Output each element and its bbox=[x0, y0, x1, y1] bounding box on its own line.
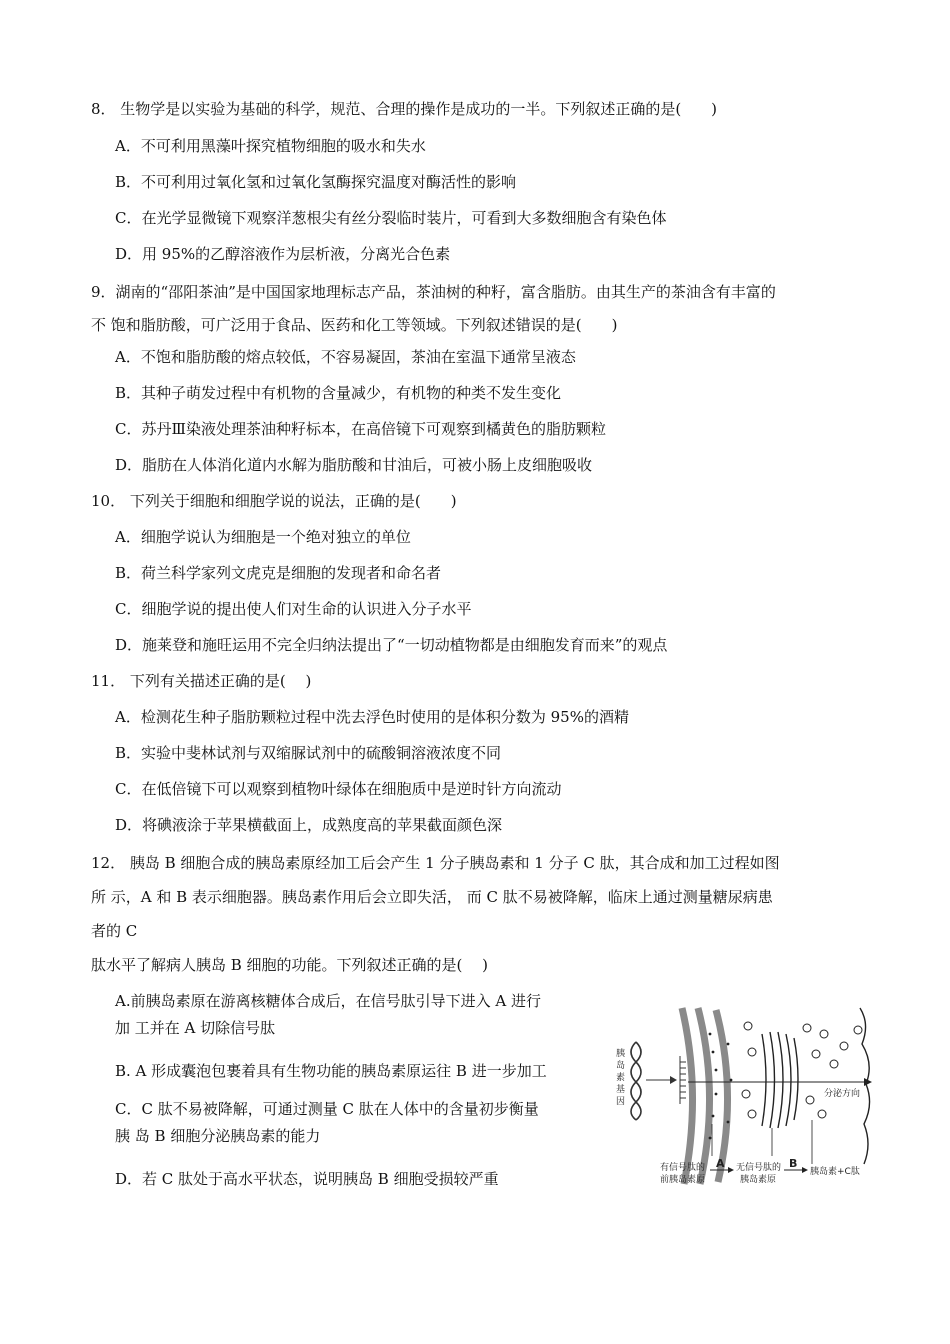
mrna-icon bbox=[680, 1056, 686, 1104]
q12-option-a-line1: A.前胰岛素原在游离核糖体合成后，在信号肽引导下进入 A 进行 bbox=[115, 992, 541, 1010]
q8-option-c: C．在光学显微镜下观察洋葱根尖有丝分裂临时装片，可看到大多数细胞含有染色体 bbox=[115, 209, 667, 227]
q12-stem-line3: 者的 C bbox=[91, 922, 138, 940]
q11-option-c: C．在低倍镜下可以观察到植物叶绿体在细胞质中是逆时针方向流动 bbox=[115, 780, 562, 798]
q10-option-d: D．施莱登和施旺运用不完全归纳法提出了“一切动植物都是由细胞发育而来”的观点 bbox=[115, 636, 668, 654]
golgi-apparatus-shape bbox=[762, 1032, 798, 1128]
q8-stem: 8． 生物学是以实验为基础的科学，规范、合理的操作是成功的一半。下列叙述正确的是( ) bbox=[91, 100, 718, 118]
organelle-a-label: A bbox=[716, 1157, 725, 1170]
q11-option-b: B．实验中斐林试剂与双缩脲试剂中的硫酸铜溶液浓度不同 bbox=[115, 744, 502, 762]
q12-option-c-line2: 胰 岛 B 细胞分泌胰岛素的能力 bbox=[115, 1127, 321, 1145]
q12-stem-line4: 肽水平了解病人胰岛 B 细胞的功能。下列叙述正确的是( ) bbox=[91, 956, 489, 974]
q11-stem: 11． 下列有关描述正确的是( ) bbox=[91, 672, 312, 690]
q10-option-a: A．细胞学说认为细胞是一个绝对独立的单位 bbox=[115, 528, 411, 546]
q10-option-b: B．荷兰科学家列文虎克是细胞的发现者和命名者 bbox=[115, 564, 442, 582]
organelle-b-label: B bbox=[789, 1157, 798, 1170]
gene-char-3: 素 bbox=[616, 1073, 626, 1083]
q12-option-d: D．若 C 肽处于高水平状态，说明胰岛 B 细胞受损较严重 bbox=[115, 1170, 499, 1188]
gene-char-1: 胰 bbox=[616, 1049, 626, 1059]
q11-option-a: A．检测花生种子脂肪颗粒过程中洗去浮色时使用的是体积分数为 95%的酒精 bbox=[115, 708, 629, 726]
arrowhead-a bbox=[728, 1167, 734, 1173]
q9-option-a: A．不饱和脂肪酸的熔点较低，不容易凝固，茶油在室温下通常呈液态 bbox=[115, 348, 576, 366]
stage2-label-1: 无信号肽的 bbox=[736, 1163, 782, 1173]
q12-option-a-line2: 加 工并在 A 切除信号肽 bbox=[115, 1019, 276, 1037]
q9-stem-line2: 不 饱和脂肪酸，可广泛用于食品、医药和化工等领域。下列叙述错误的是( ) bbox=[91, 316, 618, 334]
stage1-label-1: 有信号肽的 bbox=[660, 1163, 706, 1173]
q12-option-c-line1: C．C 肽不易被降解，可通过测量 C 肽在人体中的含量初步衡量 bbox=[115, 1100, 539, 1118]
q9-option-b: B．其种子萌发过程中有机物的含量减少，有机物的种类不发生变化 bbox=[115, 384, 562, 402]
arrowhead-b bbox=[802, 1167, 808, 1173]
vesicle-icons bbox=[742, 1022, 862, 1118]
q12-stem-line1: 12． 胰岛 B 细胞合成的胰岛素原经加工后会产生 1 分子胰岛素和 1 分子 C 肽，其合成和加工过程如图 bbox=[91, 854, 780, 872]
q8-option-d: D．用 95%的乙醇溶液作为层析液，分离光合色素 bbox=[115, 245, 451, 263]
gene-char-2: 岛 bbox=[616, 1061, 626, 1071]
q12-option-b: B. A 形成囊泡包裹着具有生物功能的胰岛素原运往 B 进一步加工 bbox=[115, 1062, 547, 1080]
q9-option-c: C．苏丹Ⅲ染液处理茶油种籽标本，在高倍镜下可观察到橘黄色的脂肪颗粒 bbox=[115, 420, 606, 438]
q12-stem-line2: 所 示，A 和 B 表示细胞器。胰岛素作用后会立即失活， 而 C 肽不易被降解，临床上通过测量糖尿病患 bbox=[91, 888, 773, 906]
dna-helix-icon bbox=[631, 1042, 641, 1120]
q10-stem: 10． 下列关于细胞和细胞学说的说法，正确的是( ) bbox=[91, 492, 457, 510]
stage2-label-2: 胰岛素原 bbox=[740, 1175, 777, 1185]
q9-stem-line1: 9．湖南的“邵阳茶油”是中国国家地理标志产品，茶油树的种籽，富含脂肪。由其生产的茶油含有丰富的 bbox=[91, 283, 776, 301]
q8-option-a: A．不可利用黑藻叶探究植物细胞的吸水和失水 bbox=[115, 137, 426, 155]
insulin-synthesis-figure bbox=[612, 1004, 874, 1190]
products-label: 胰岛素+C肽 bbox=[810, 1167, 860, 1177]
gene-arrowhead bbox=[670, 1076, 677, 1084]
q11-option-d: D．将碘液涂于苹果横截面上，成熟度高的苹果截面颜色深 bbox=[115, 816, 503, 834]
gene-char-5: 因 bbox=[616, 1097, 626, 1107]
q8-option-b: B．不可利用过氧化氢和过氧化氢酶探究温度对酶活性的影响 bbox=[115, 173, 517, 191]
q9-option-d: D．脂肪在人体消化道内水解为脂肪酸和甘油后，可被小肠上皮细胞吸收 bbox=[115, 456, 593, 474]
insulin-gene-label bbox=[616, 1047, 625, 1107]
gene-char-4: 基 bbox=[616, 1085, 626, 1095]
stage1-label-2: 前胰岛素原 bbox=[660, 1175, 706, 1185]
direction-label: 分泌方向 bbox=[824, 1089, 861, 1099]
q10-option-c: C．细胞学说的提出使人们对生命的认识进入分子水平 bbox=[115, 600, 472, 618]
